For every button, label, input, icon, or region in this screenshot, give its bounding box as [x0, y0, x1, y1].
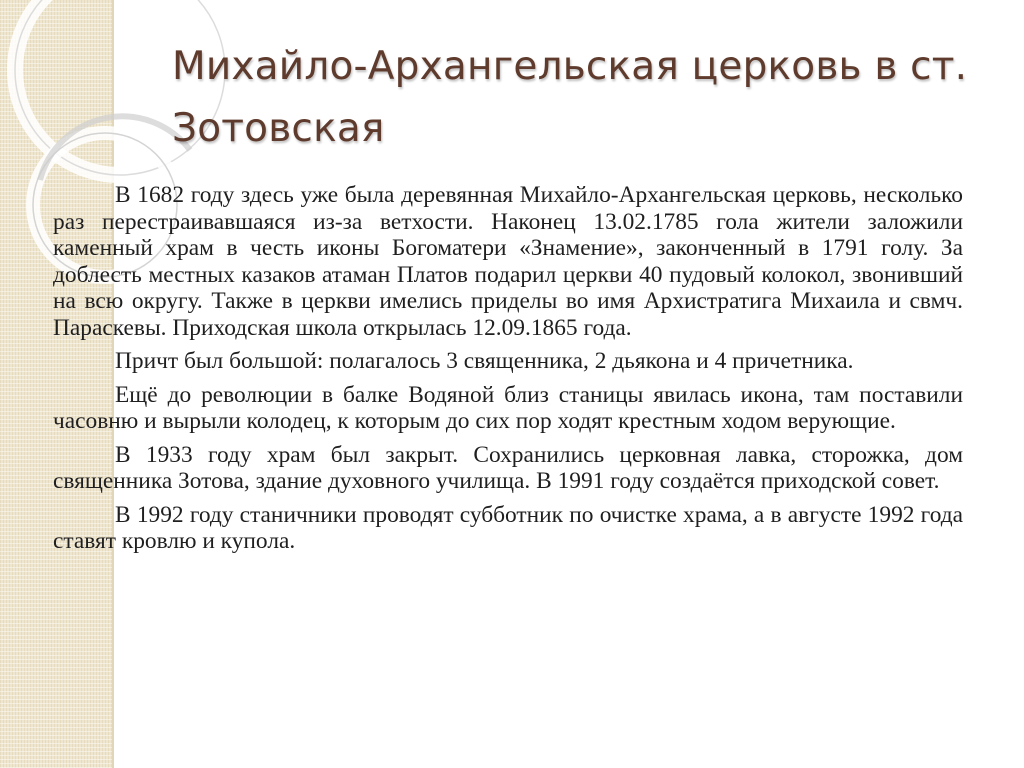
- slide-body: [53, 182, 963, 562]
- paragraph-clergy: Причт был большой: полагалось 3 священника, 2 дьякона и 4 причетника.: [115, 348, 854, 374]
- slide-title: Михайло-Архангельская церковь в ст. Зотовская: [172, 44, 968, 151]
- paragraph-restoration: В 1992 году станичники проводят субботник по очистке храма, а в августе 1992 года ставят кровлю и купола.: [53, 501, 963, 554]
- paragraph-closure: В 1933 году храм был закрыт. Сохранились церковная лавка, сторожка, дом священника Зотова, здание духовного училища. В 1991 году создаётся приходской совет.: [53, 441, 963, 494]
- paragraph-chapel: Ещё до революции в балке Водяной близ станицы явилась икона, там поставили часовню и вырыли колодец, к которым до сих пор ходят крестным ходом верующие.: [53, 381, 963, 434]
- paragraph-history: В 1682 году здесь уже была деревянная Михайло-Архангельская церковь, несколько раз перестраивавшаяся из-за ветхости. Наконец 13.02.1785 гола жители заложили каменный храм в честь иконы Богоматери «Знамение», законченный в 1791 голу. За доблесть местных казаков атаман Платов подарил церкви 40 пудовый колокол, звонивший на всю округу. Также в церкви имелись приделы во имя Архистратига Михаила и свмч. Параскевы. Приходская школа открылась 12.09.1865 года.: [53, 182, 963, 341]
